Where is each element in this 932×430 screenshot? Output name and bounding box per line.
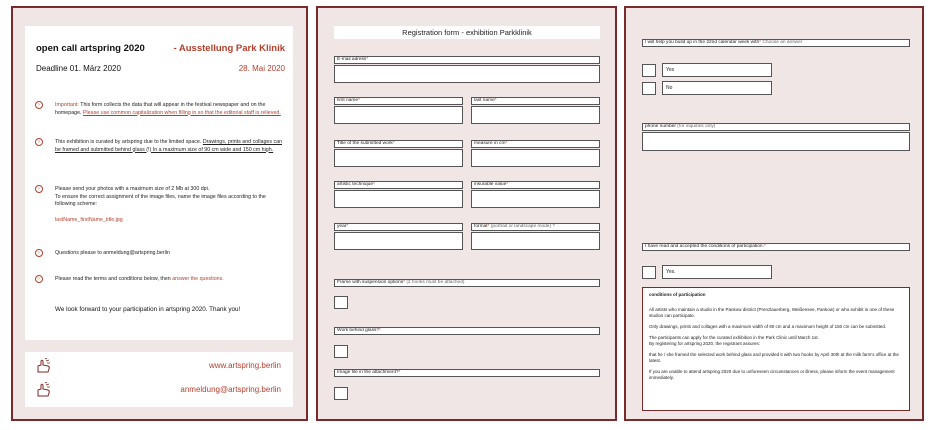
- chevron-right-circle-icon: ›: [35, 101, 43, 109]
- condition-deadline: The participants can apply for the curated exhibition in the Park Clinic until March 1st.: [649, 335, 819, 340]
- glass-label: Work behind glass?*: [334, 327, 600, 335]
- conditions-title: conditions of participation: [649, 292, 706, 297]
- condition-framing: that he / she framed the selected work behind glass and provided it with two hooks by April 30th at the milk farm's office at the latest.: [649, 352, 899, 363]
- frame-label: Frame with suspension options* (2 hooks must be attached): [334, 279, 600, 287]
- title-label: Title of the submitted work*: [334, 140, 463, 148]
- measure-input[interactable]: [471, 149, 600, 167]
- year-input[interactable]: [334, 232, 463, 250]
- page-subtitle: - Ausstellung Park Klinik: [173, 43, 285, 54]
- image-file-label: Image file in the attachment?*: [334, 369, 600, 377]
- year-label: year*: [334, 223, 463, 231]
- curation-text: This exhibition is curated by artspring due to the limited space.: [55, 139, 203, 145]
- website-row: [35, 358, 281, 376]
- info-card: [25, 26, 293, 340]
- chevron-right-circle-icon: ›: [35, 275, 43, 283]
- chevron-right-circle-icon: ›: [35, 249, 43, 257]
- form-title: Registration form - exhibition Parkklinik: [334, 26, 600, 39]
- insurable-input[interactable]: [471, 190, 600, 208]
- condition-cancellation: If you are unable to attend artspring 2020 due to unforeseen circumstances or illness, please inform the event management immediately.: [649, 369, 895, 380]
- email-link[interactable]: anmeldung@artspring.berlin: [180, 385, 281, 394]
- email-row: [35, 382, 281, 400]
- important-text: This form collects the data that will appear in the festival newspaper and on the homepage.: [55, 102, 266, 116]
- last-name-input[interactable]: [471, 106, 600, 124]
- first-name-input[interactable]: [334, 106, 463, 124]
- terms-text: Please read the terms and conditions below, then: [55, 276, 173, 282]
- insurable-label: insurable value*: [471, 181, 600, 189]
- chevron-right-circle-icon: ›: [35, 185, 43, 193]
- capitalization-note: Please use common capitalization when filling in so that the editorial staff is relieved.: [82, 109, 281, 116]
- accepted-checkbox[interactable]: [642, 266, 656, 279]
- info-item-important: [38, 102, 285, 117]
- first-name-label: first name*: [334, 97, 463, 105]
- chevron-right-circle-icon: ›: [35, 138, 43, 146]
- buildup-yes-checkbox[interactable]: [642, 64, 656, 77]
- page-title: open call artspring 2020: [36, 43, 145, 54]
- questions-text: Questions please to anmeldung@artspring.berlin: [55, 250, 170, 256]
- technique-label: artistic technique*: [334, 181, 463, 189]
- info-item-photos: [38, 186, 285, 224]
- registration-form-panel: [316, 6, 617, 421]
- closing-text: We look forward to your participation in artspring 2020. Thank you!: [55, 306, 241, 313]
- info-item-terms: [38, 276, 285, 284]
- accepted-yes-option[interactable]: Yes.: [662, 265, 772, 279]
- condition-assurance: By registering for artspring 2020, the registrant assures:: [649, 341, 761, 346]
- info-item-questions: [38, 250, 285, 258]
- pointing-hand-icon: [35, 382, 53, 398]
- website-link[interactable]: www.artspring.berlin: [208, 361, 281, 370]
- answer-questions-link[interactable]: answer the questions.: [172, 276, 224, 282]
- format-input[interactable]: [471, 232, 600, 250]
- frame-checkbox[interactable]: [334, 296, 348, 309]
- measure-label: measure in cm*: [471, 140, 600, 148]
- email-label: E-mail adress*: [334, 56, 600, 64]
- pointing-hand-icon: [35, 358, 53, 374]
- important-label: Important:: [55, 102, 79, 108]
- condition-eligibility: All artists who maintain a studio in the Pankow district (Prenzlauerberg, Weißensee, Pankow) or who exhibit in one of these studios can participate.: [649, 307, 895, 318]
- condition-size: Only drawings, prints and collages with a maximum width of 90 cm and a maximum height of 150 cm can be submitted.: [649, 324, 887, 329]
- info-panel: [11, 6, 308, 421]
- buildup-yes-option[interactable]: Yes: [662, 63, 772, 77]
- glass-checkbox[interactable]: [334, 345, 348, 358]
- image-file-checkbox[interactable]: [334, 387, 348, 400]
- phone-label: phone number (for inquiries only): [642, 123, 910, 131]
- info-item-curation: [38, 139, 285, 154]
- buildup-label: I will help you build up in the 22nd calendar week with* Choose an answer: [642, 39, 910, 47]
- file-naming-text: To ensure the correct assignment of the image files, name the image files according to the following scheme:: [55, 193, 266, 208]
- format-label: format* (portrait or landscape mode) ?: [471, 223, 600, 231]
- file-naming-scheme: lastName_firstName_title.jpg: [55, 216, 123, 223]
- buildup-no-option[interactable]: No: [662, 81, 772, 95]
- photo-size-text: Please send your photos with a maximum size of 2 Mb at 300 dpi.: [55, 186, 210, 192]
- title-input[interactable]: [334, 149, 463, 167]
- accepted-label: I have read and accepted the conditions of participation.*: [642, 243, 910, 251]
- email-input[interactable]: [334, 65, 600, 83]
- technique-input[interactable]: [334, 190, 463, 208]
- size-note: Drawings, prints and collages can be framed and submitted behind glass (!) In a maximum size of 90 cm wide and 150 cm high.: [55, 139, 283, 153]
- registration-form-panel-2: [624, 6, 924, 421]
- conditions-box: [642, 287, 910, 411]
- buildup-no-checkbox[interactable]: [642, 82, 656, 95]
- last-name-label: last name*: [471, 97, 600, 105]
- exhibition-date: 28. Mai 2020: [238, 64, 285, 73]
- links-card: [25, 352, 293, 407]
- deadline-text: Deadline 01. März 2020: [36, 64, 121, 73]
- phone-input[interactable]: [642, 132, 910, 151]
